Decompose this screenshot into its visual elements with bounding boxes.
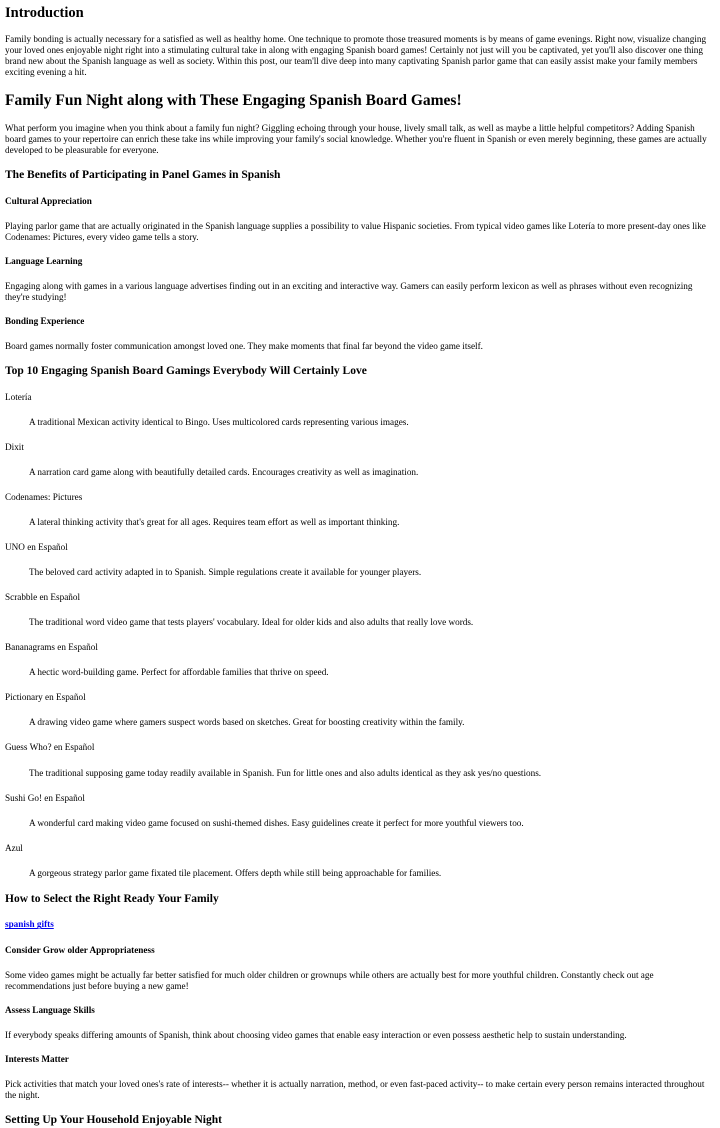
game-description: The traditional word video game that tests players' vocabulary. Ideal for older kids and also adults that really love words.	[29, 617, 474, 628]
game-name: UNO en Español	[5, 542, 68, 553]
game-description: A traditional Mexican activity identical to Bingo. Uses multicolored cards representing various images.	[29, 417, 409, 428]
article	[0, 5, 720, 1128]
benefit-heading-bonding: Bonding Experience	[5, 316, 85, 327]
game-name: Azul	[5, 842, 23, 853]
game-name: Pictionary en Español	[5, 692, 86, 703]
game-name: Guess Who? en Español	[5, 742, 95, 753]
benefit-heading-cultural: Cultural Appreciation	[5, 196, 92, 206]
game-description: The traditional supposing game today readily available in Spanish. Fun for little ones and also adults identical as they ask yes/no questions.	[29, 767, 542, 778]
main-paragraph: What perform you imagine when you think about a family fun night? Giggling echoing through your house, lively small talk, as well as maybe a little helpful competitors? Adding Spanish board games to your repertoire can enrich these take ins while improving your family's social knowledge. Whether you're fluent in Spanish or even merely beginning, these games are actually developed to be pleasurable for everyone.	[5, 123, 707, 156]
game-name: Scrabble en Español	[5, 592, 81, 603]
benefit-text-cultural: Playing parlor game that are actually originated in the Spanish language supplies a possibility to value Hispanic societies. From typical video games like Lotería to more present-day ones like Codenames: Pictures, every video game tells a story.	[5, 221, 706, 243]
games-list	[5, 392, 715, 879]
game-description: A wonderful card making video game focused on sushi-themed dishes. Easy guidelines create it perfect for more youthful viewers too.	[29, 817, 524, 828]
game-name: Sushi Go! en Español	[5, 792, 85, 803]
intro-paragraph: Family bonding is actually necessary for a satisfied as well as healthy home. One technique to promote those treasured moments is by means of game evenings. Right now, visualize changing your loved ones enjoyable night right into a stimulating cultural take in along with engaging Spanish board games! Certainly not just will you be captivated, yet you'll also discover one thing brand new about the Spanish language as well as society. Within this post, our team'll dive deep into many captivating Spanish parlor game that can easily assist make your family members exciting evening a hit.	[5, 34, 707, 78]
benefit-text-bonding: Board games normally foster communication amongst loved one. They make moments that final far beyond the video game itself.	[5, 341, 483, 352]
select-heading-interests: Interests Matter	[5, 1053, 69, 1064]
game-name: Codenames: Pictures	[5, 492, 83, 503]
game-description: A drawing video game where gamers suspect words based on sketches. Great for boosting creativity within the family.	[29, 717, 465, 728]
select-text-age: Some video games might be actually far better satisfied for much older children or grownups while others are actually best for more youthful children. Constantly check out age recommendations just before buying a new game!	[5, 969, 654, 991]
select-text-interests: Pick activities that match your loved ones's rate of interests-- whether it is actually narration, method, or even fast-paced activity-- to make certain every person remains interacted throughout the night.	[5, 1078, 705, 1100]
game-name: Bananagrams en Español	[5, 642, 98, 653]
game-name: Lotería	[5, 392, 32, 403]
game-name: Dixit	[5, 442, 24, 453]
game-description: A gorgeous strategy parlor game fixated tile placement. Offers depth while still being approachable for families.	[29, 867, 442, 878]
select-heading-language: Assess Language Skills	[5, 1004, 95, 1015]
top10-heading: Top 10 Engaging Spanish Board Gamings Everybody Will Certainly Love	[5, 365, 367, 378]
game-description: The beloved card activity adapted in to Spanish. Simple regulations create it available for younger players.	[29, 567, 422, 578]
game-description: A lateral thinking activity that's great for all ages. Requires team effort as well as important thinking.	[29, 517, 400, 528]
select-heading: How to Select the Right Ready Your Family	[5, 892, 219, 905]
game-description: A hectic word-building game. Perfect for affordable families that thrive on speed.	[29, 667, 329, 678]
game-description: A narration card game along with beautifully detailed cards. Encourages creativity as well as imagination.	[29, 467, 419, 478]
intro-heading: Introduction	[5, 5, 84, 21]
benefits-heading: The Benefits of Participating in Panel Games in Spanish	[5, 169, 281, 182]
page-title: Family Fun Night along with These Engaging Spanish Board Games!	[5, 91, 462, 109]
link-container	[5, 919, 715, 930]
spanish-gifts-link[interactable]: spanish gifts	[5, 919, 54, 930]
select-text-language: If everybody speaks differing amounts of Spanish, think about choosing video games that enable easy interaction or even possess aesthetic help to sustain understanding.	[5, 1029, 627, 1040]
select-heading-age: Consider Grow older Appropriateness	[5, 944, 155, 955]
setup-heading: Setting Up Your Household Enjoyable Night	[5, 1113, 222, 1126]
benefit-text-language: Engaging along with games in a various language advertises finding out in an exciting and interactive way. Gamers can easily perform lexicon as well as phrases without even recognizing they're studying!	[5, 281, 693, 303]
benefit-heading-language: Language Learning	[5, 256, 83, 267]
